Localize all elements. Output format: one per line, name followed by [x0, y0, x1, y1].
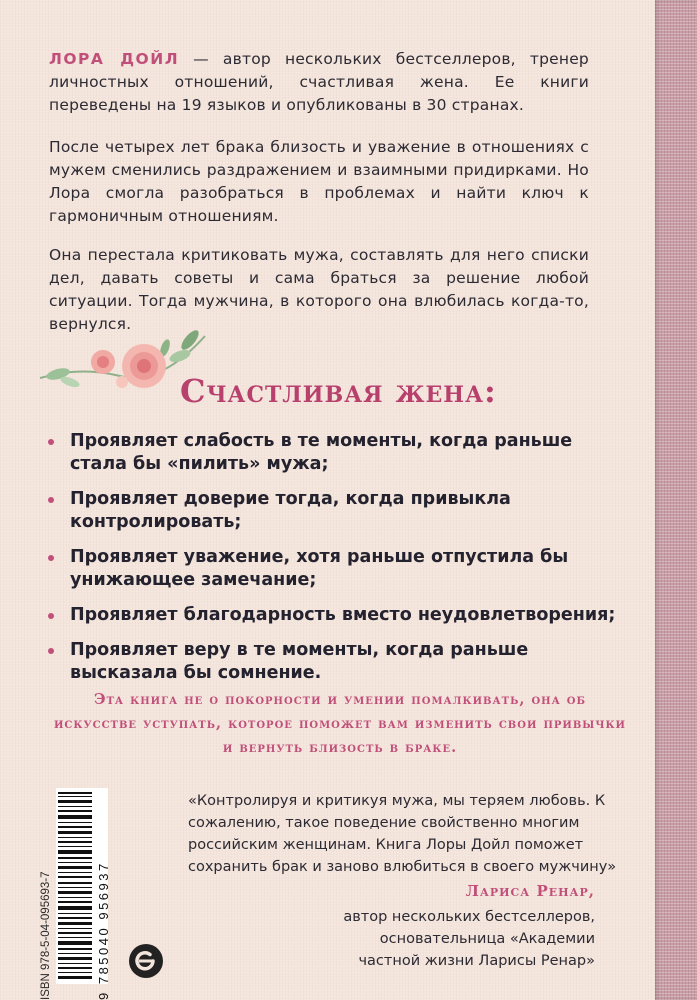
quote-text: «Контролируя и критикуя мужа, мы теряем любовь. К сожалению, такое поведение свойственно многим российским женщинам. Книга Лоры Дойл поможет сохранить брак и заново влюбиться в своего мужчину» — [188, 793, 617, 875]
quote-author-description — [343, 906, 595, 972]
list-item — [48, 488, 628, 534]
intro-paragraph-author — [49, 48, 589, 117]
benefits-list — [48, 430, 628, 697]
author-bio: — автор нескольких бестселлеров, тренер личностных отношений, счастливая жена. Ее книги переведены на 19 языков и опубликованы в 30 странах. — [49, 50, 589, 114]
book-spine-texture — [655, 0, 697, 1000]
quote-author-line: автор нескольких бестселлеров, — [343, 909, 595, 925]
list-item — [48, 430, 628, 476]
bullet-icon — [48, 555, 54, 561]
bullet-icon — [48, 613, 54, 619]
summary-text: Эта книга не о покорности и умении помалкивать, она об искусстве уступать, которое поможет вам изменить свои привычки и вернуть близость в браке. — [53, 691, 626, 756]
bullet-icon — [48, 439, 54, 445]
intro-paragraph-story: После четырех лет брака близость и уважение в отношениях с мужем сменились раздражением и взаимными придирками. Но Лора смогла разобраться в проблемах и найти ключ к гармоничным отношениям. — [49, 138, 589, 225]
benefit-text: Проявляет благодарность вместо неудовлетворения; — [70, 605, 616, 625]
publisher-logo-icon — [129, 944, 163, 978]
list-item — [48, 546, 628, 592]
benefit-text: Проявляет слабость в те моменты, когда раньше стала бы «пилить» мужа; — [70, 431, 573, 474]
benefit-text: Проявляет уважение, хотя раньше отпустила бы унижающее замечание; — [70, 547, 569, 590]
main-heading: Счастливая жена: — [180, 372, 497, 410]
bullet-icon — [48, 497, 54, 503]
quote-author-name: Лариса Ренар, — [465, 882, 595, 900]
author-name: ЛОРА ДОЙЛ — [49, 50, 180, 68]
list-item — [48, 604, 628, 627]
quote-author-line: основательница «Академии — [379, 931, 595, 947]
quote-author-line: частной жизни Ларисы Ренар» — [358, 953, 595, 969]
benefit-text: Проявляет веру в те моменты, когда раньше высказала бы сомнение. — [70, 640, 529, 683]
intro-paragraph-change: Она перестала критиковать мужа, составлять для него списки дел, давать советы и сама браться за решение любой ситуации. Тогда мужчина, в которого она влюбилась когда-то, вернулся. — [49, 246, 589, 333]
barcode-digits: 9 785040 956937 — [96, 861, 111, 1000]
isbn-text: ISBN 978-5-04-095693-7 — [40, 871, 52, 1000]
bullet-icon — [48, 648, 54, 654]
benefit-text: Проявляет доверие тогда, когда привыкла контролировать; — [70, 489, 511, 532]
list-item — [48, 639, 628, 685]
